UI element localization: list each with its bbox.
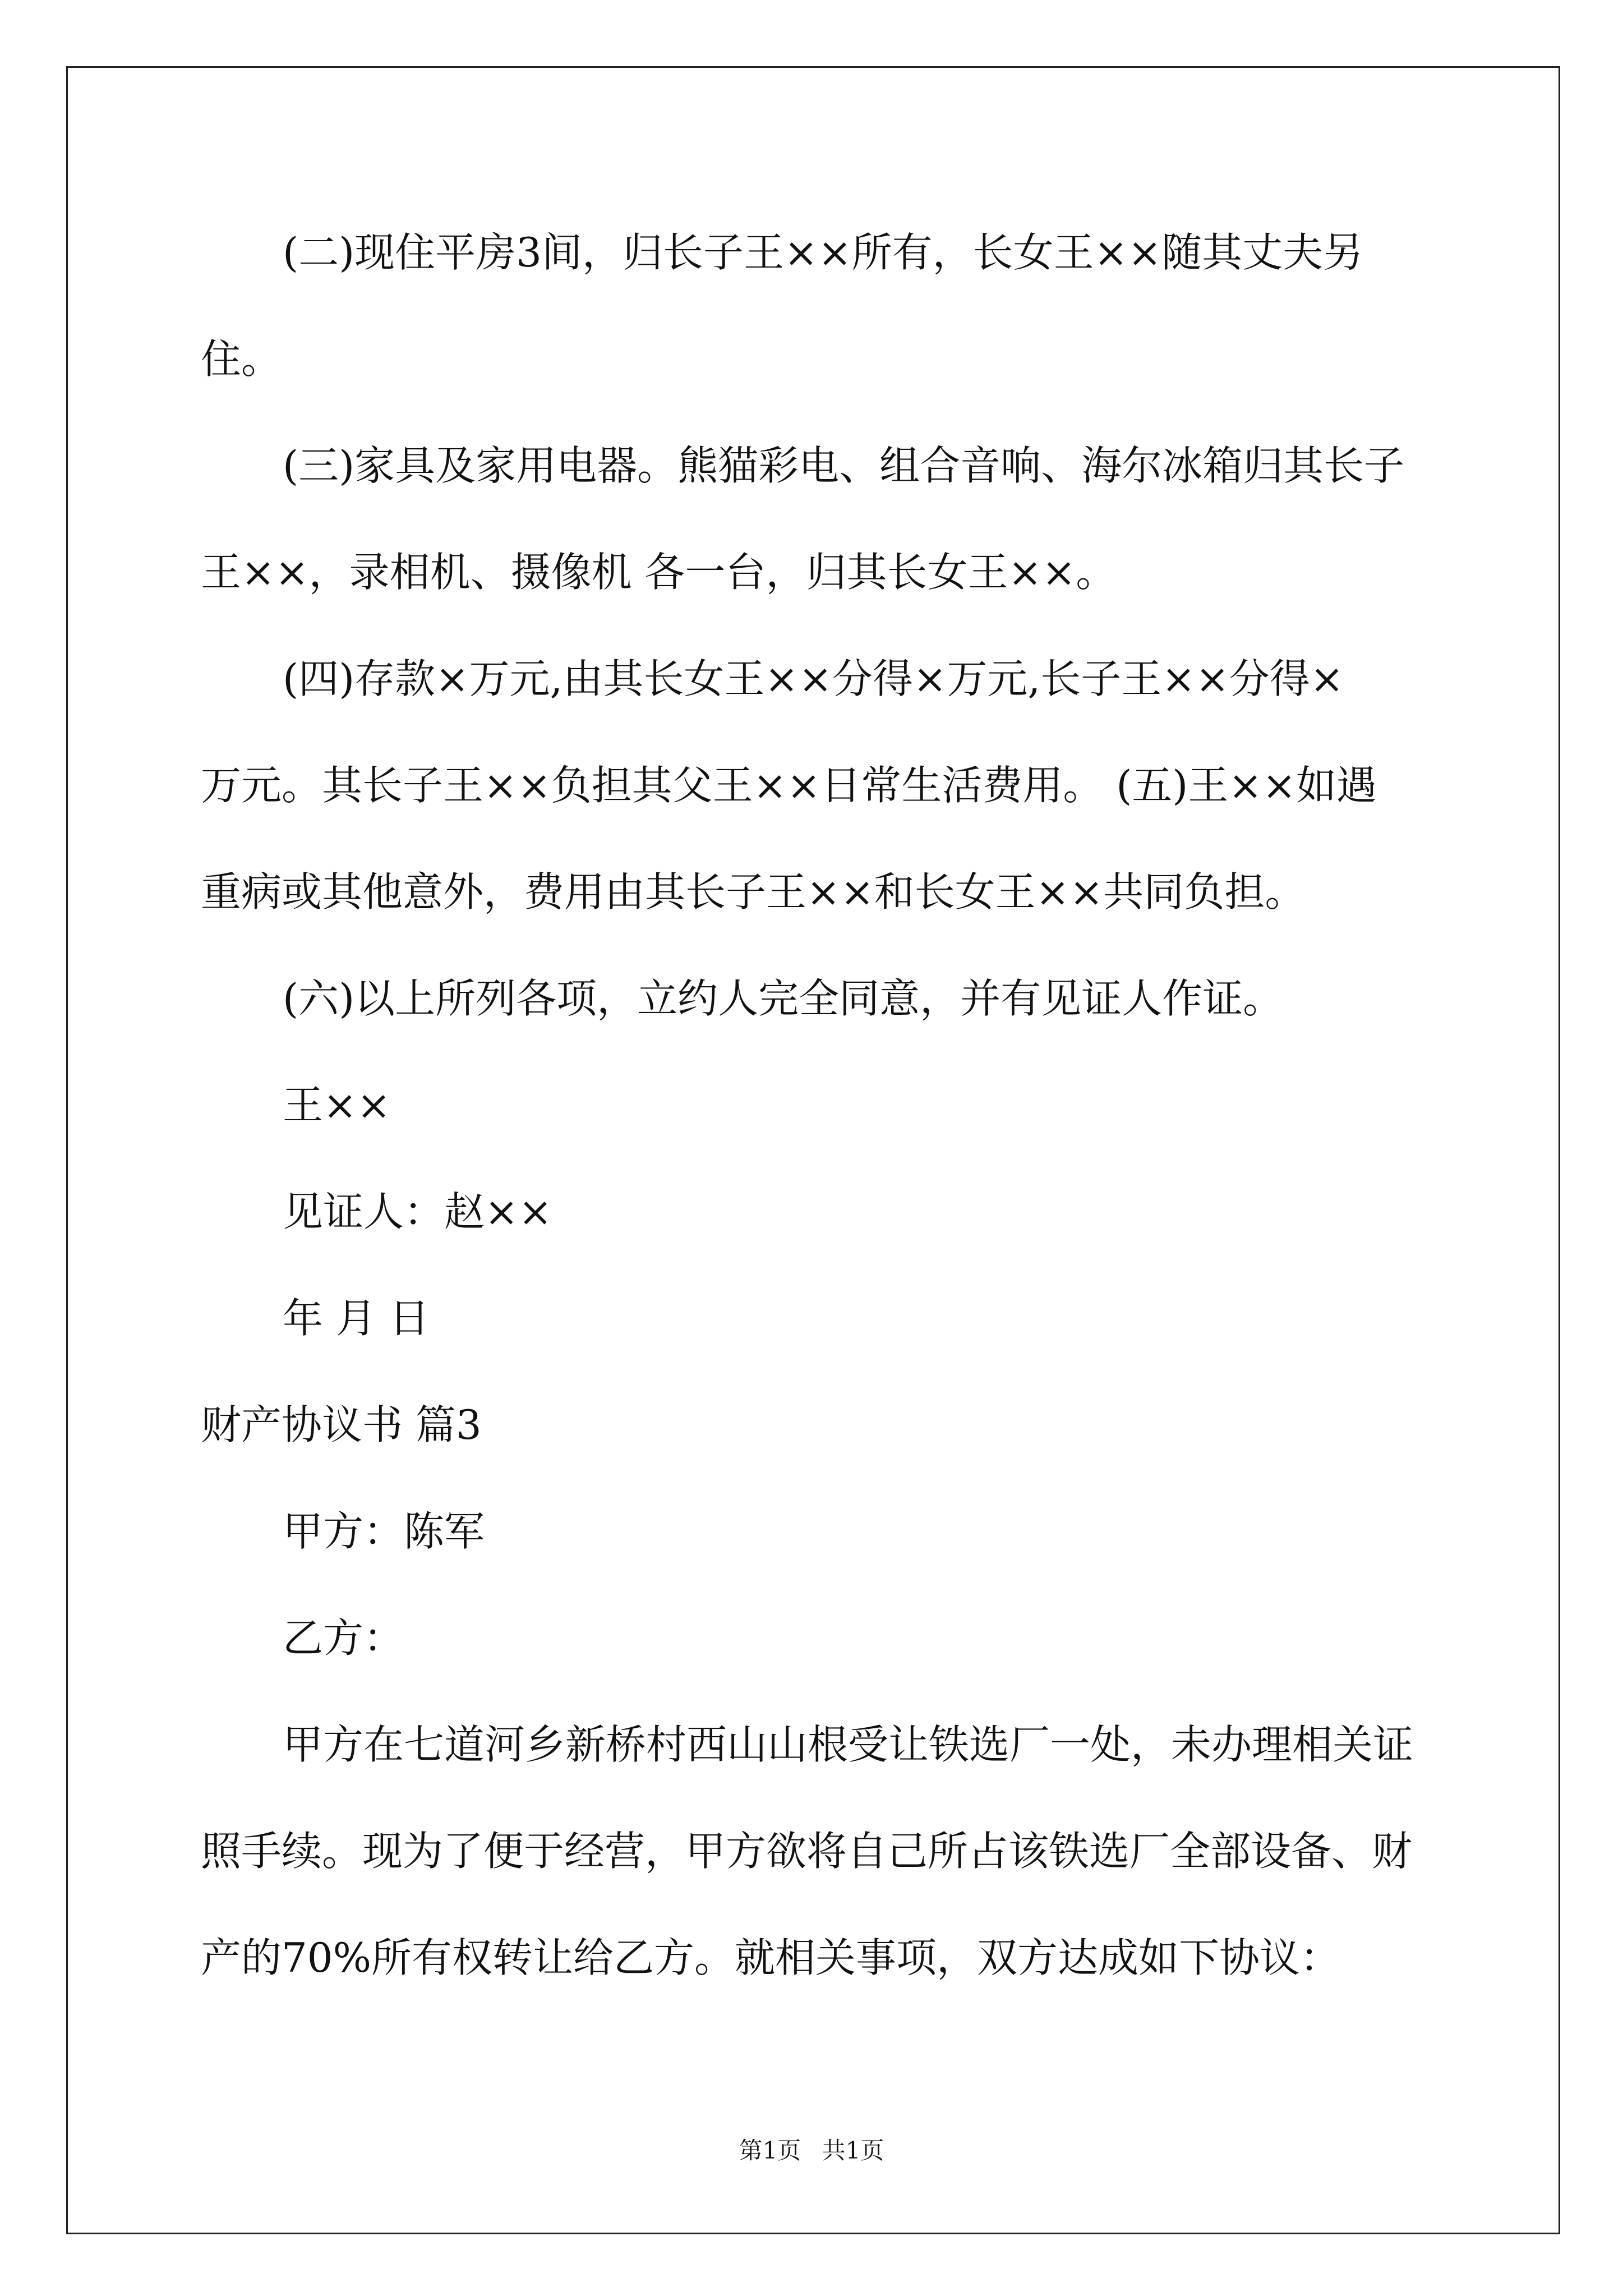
paragraph-line: (六)以上所列各项，立约人完全同意，并有见证人作证。 bbox=[283, 975, 1284, 1022]
paragraph-line: (三)家具及家用电器。熊猫彩电、组合音响、海尔冰箱归其长子 bbox=[283, 442, 1405, 489]
paragraph-line: (二)现住平房3间，归长子王××所有，长女王××随其丈夫另 bbox=[283, 229, 1364, 276]
document-body bbox=[201, 199, 1536, 2011]
section-title: 财产协议书 篇3 bbox=[201, 1401, 482, 1448]
paragraph-line: 王××，录相机、摄像机 各一台，归其长女王××。 bbox=[201, 549, 1117, 596]
paragraph-line: 重病或其他意外，费用由其长子王××和长女王××共同负担。 bbox=[201, 868, 1306, 915]
date-line: 年 月 日 bbox=[283, 1295, 430, 1342]
party-a-line: 甲方：陈军 bbox=[283, 1508, 485, 1555]
paragraph-line: 住。 bbox=[201, 335, 282, 383]
paragraph-line: (四)存款×万元,由其长女王××分得×万元,长子王××分得× bbox=[283, 655, 1344, 702]
paragraph-line: 万元。其长子王××负担其父王××日常生活费用。 (五)王××如遇 bbox=[201, 762, 1377, 809]
party-b-line: 乙方： bbox=[283, 1614, 404, 1662]
signatory-name: 王×× bbox=[283, 1082, 391, 1129]
witness-line: 见证人：赵×× bbox=[283, 1188, 552, 1235]
paragraph-line: 甲方在七道河乡新桥村西山山根受让铁选厂一处，未办理相关证 bbox=[283, 1721, 1414, 1768]
paragraph-line: 照手续。现为了便于经营，甲方欲将自己所占该铁选厂全部设备、财 bbox=[201, 1828, 1413, 1875]
page-footer: 第1页 共1页 bbox=[739, 2137, 884, 2164]
paragraph-line: 产的70%所有权转让给乙方。就相关事项，双方达成如下协议： bbox=[201, 1934, 1341, 1981]
